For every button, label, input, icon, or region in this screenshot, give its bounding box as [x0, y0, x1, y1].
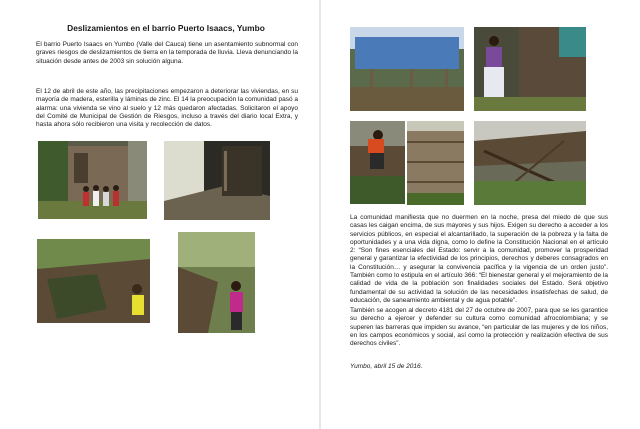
photo-hillside-man — [37, 239, 150, 323]
photo-blue-house-on-stilts — [350, 27, 464, 111]
photo-woman-near-shack — [474, 27, 586, 111]
photo-collapsed-house — [474, 121, 586, 205]
paragraph-intro: El barrio Puerto Isaacs en Yumbo (Valle del Cauca) tiene un asentamiento subnormal con graves riesgos de deslizamientos de tierra en la temporada de lluvia. Lleva denunciando la situación desde antes de 2003 sin solución alguna. — [36, 41, 298, 65]
photo-doorway — [164, 141, 270, 220]
paragraph-demands: La comunidad manifiesta que no duermen en la noche, presa del miedo de que sus casas les caigan encima, de sus mayores y sus hijos. Exigen su derecho a acceder a los servicios públicos, en especial el alcantarillado, la superación de la pobreza y la falta de oportunidades y a una vida digna, como lo define la Constitución Nacional en el artículo 2: “Son fines esenciales del Estado: servir a la comunidad, promover la prosperidad general y garantizar la efectividad de los principios, derechos y deberes consagrados en la Constitución… y asegurar la convivencia pacífica y la vigencia de un orden justo”. También como lo estipula en el artículo 366: “El bienestar general y el mejoramiento de la calidad de vida de la población son finalidades sociales del Estado. Será objetivo fundamental de su actividad la solución de las necesidades insatisfechas de salud, de educación, de saneamiento ambiental y de agua potable”. — [350, 214, 608, 304]
photo-woman-on-path — [178, 232, 255, 333]
photo-people-at-house — [38, 141, 147, 219]
paragraph-decree: También se acogen al decreto 4181 del 27 de octubre de 2007, para que se les garantice su derecho a ejercer y defender su cultura como comunidad afrocolombiana; y se superen las barreras que impiden su avance, “en particular de las mujeres y de los niños, en los campos económicos y social, así como la protección y realización efectiva de sus derechos civiles”. — [350, 307, 608, 348]
article-title: Deslizamientos en el barrio Puerto Isaacs, Yumbo — [67, 23, 265, 33]
paragraph-events: El 12 de abril de este año, las precipitaciones empezaron a deteriorar las viviendas, en su mayoría de madera, esterilla y láminas de zinc. El 14 la preocupación la comunidad pasó a alarma: una vivienda se vino al suelo y 12 más quedaron afectadas. Solicitaron el apoyo del Comité de Municipal de Gestión de Riesgos, incluso a través del diario local Extra, y hasta ahora sólo recibieron una visita y recolección de datos. — [36, 88, 298, 129]
signature-date: Yumbo, abril 15 de 2016. — [350, 363, 423, 370]
photo-wooden-wall — [407, 121, 464, 205]
photo-man-digging — [350, 121, 405, 204]
